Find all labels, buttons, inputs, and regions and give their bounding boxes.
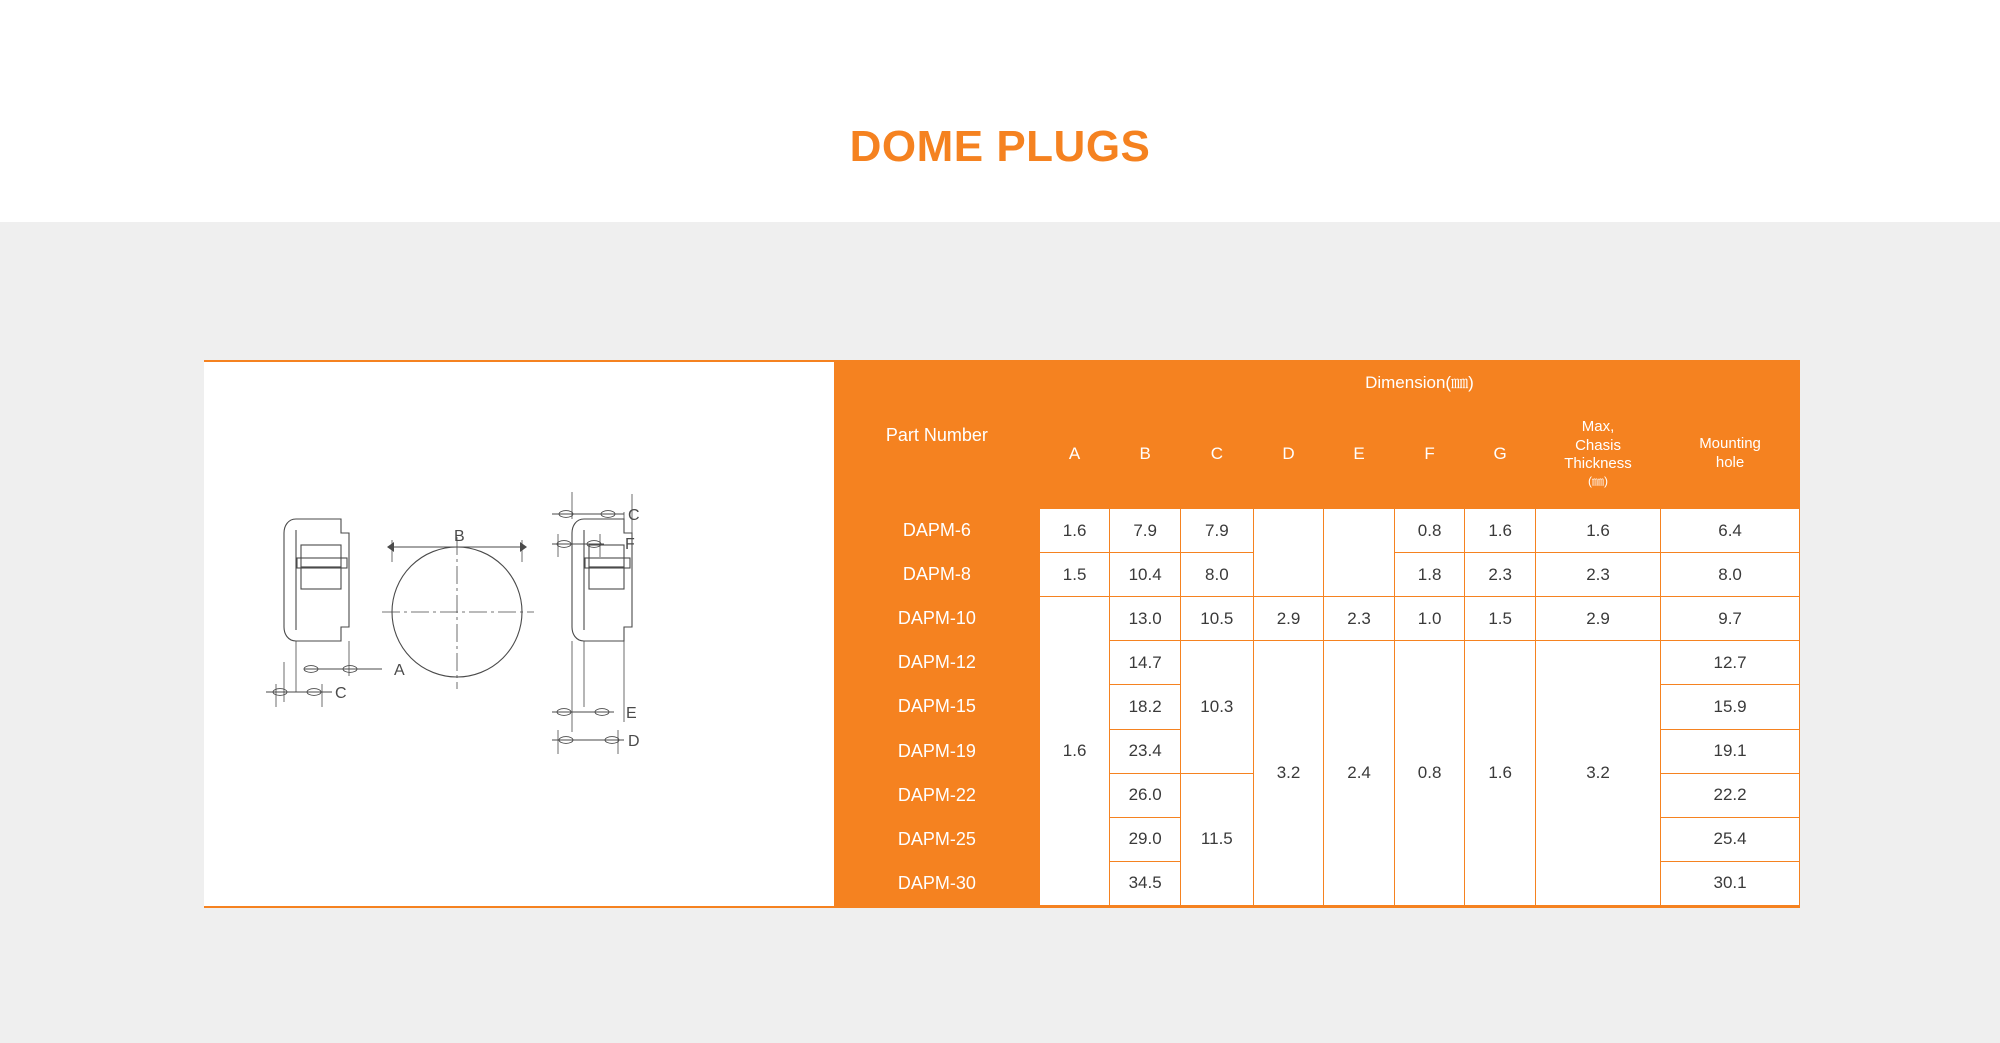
dome-plug-technical-drawing [204,362,834,906]
cell-g: 1.6 [1465,641,1536,906]
drawing-label-E: E [626,705,637,722]
header-col-d: D [1253,399,1324,509]
cell-e: 2.4 [1324,641,1395,906]
cell-mh: 22.2 [1661,773,1800,817]
cell-mct: 1.6 [1535,509,1660,553]
header-col-f: F [1394,399,1465,509]
cell-mh: 8.0 [1661,553,1800,597]
table-head [835,363,1800,509]
mh-line-2: hole [1715,453,1745,471]
drawing-panel [204,362,834,906]
cell-mh: 9.7 [1661,597,1800,641]
part-number-cell: DAPM-10 [835,597,1040,641]
cell-g: 1.6 [1465,509,1536,553]
cell-c: 8.0 [1180,553,1253,597]
table-header-row-1 [835,363,1800,399]
cell-g: 2.3 [1465,553,1536,597]
spec-card [204,360,1800,908]
cell-mh: 6.4 [1661,509,1800,553]
title-band [0,0,2000,222]
specification-table [834,362,1800,906]
part-number-cell: DAPM-8 [835,553,1040,597]
cell-b: 14.7 [1110,641,1181,685]
part-number-cell: DAPM-19 [835,729,1040,773]
cell-mh: 30.1 [1661,861,1800,905]
mct-line-1: Max, [1581,417,1615,435]
cell-a: 1.5 [1039,553,1110,597]
table-row [835,597,1800,641]
cell-d [1253,509,1324,597]
cell-mh: 25.4 [1661,817,1800,861]
header-col-g: G [1465,399,1536,509]
drawing-label-C-left: C [335,685,347,702]
cell-b: 7.9 [1110,509,1181,553]
header-dimension-group: Dimension(㎜) [1039,363,1799,399]
cell-a: 1.6 [1039,597,1110,906]
drawing-label-F: F [625,536,635,553]
header-col-b: B [1110,399,1181,509]
cell-d: 2.9 [1253,597,1324,641]
cell-mh: 15.9 [1661,685,1800,729]
cell-f: 1.8 [1394,553,1465,597]
table-row [835,641,1800,685]
mct-unit: (㎜) [1588,474,1609,489]
drawing-label-D: D [628,733,640,750]
cell-b: 13.0 [1110,597,1181,641]
cell-c: 10.3 [1180,641,1253,773]
content-area [0,222,2000,1043]
header-col-a: A [1039,399,1110,509]
cell-c: 10.5 [1180,597,1253,641]
drawing-label-B: B [454,528,465,545]
cell-mct: 2.9 [1535,597,1660,641]
cell-f: 0.8 [1394,641,1465,906]
cell-e: 2.3 [1324,597,1395,641]
drawing-label-A: A [394,662,405,679]
header-col-c: C [1180,399,1253,509]
table-body [835,509,1800,906]
part-number-cell: DAPM-15 [835,685,1040,729]
header-mounting-hole [1661,399,1800,509]
cell-g: 1.5 [1465,597,1536,641]
header-col-e: E [1324,399,1395,509]
part-number-cell: DAPM-6 [835,509,1040,553]
cell-b: 29.0 [1110,817,1181,861]
part-number-cell: DAPM-30 [835,861,1040,905]
mct-line-3: Thickness [1564,455,1632,473]
part-number-cell: DAPM-25 [835,817,1040,861]
cell-mh: 12.7 [1661,641,1800,685]
drawing-label-C-top: C [628,507,640,524]
header-max-chasis-thickness [1535,399,1660,509]
cell-f: 0.8 [1394,509,1465,553]
table-row [835,509,1800,553]
cell-b: 26.0 [1110,773,1181,817]
cell-a: 1.6 [1039,509,1110,553]
part-number-cell: DAPM-22 [835,773,1040,817]
header-part-number: Part Number [835,363,1040,509]
cell-b: 10.4 [1110,553,1181,597]
cell-mh: 19.1 [1661,729,1800,773]
cell-b: 34.5 [1110,861,1181,905]
cell-f: 1.0 [1394,597,1465,641]
mct-line-2: Chasis [1575,436,1621,454]
mh-line-1: Mounting [1699,434,1761,452]
cell-b: 18.2 [1110,685,1181,729]
cell-mct: 2.3 [1535,553,1660,597]
part-number-cell: DAPM-12 [835,641,1040,685]
page-title: DOME PLUGS [849,122,1151,171]
cell-c: 11.5 [1180,773,1253,905]
cell-c: 7.9 [1180,509,1253,553]
cell-mct: 3.2 [1535,641,1660,906]
cell-d: 3.2 [1253,641,1324,906]
cell-e [1324,509,1395,597]
cell-b: 23.4 [1110,729,1181,773]
